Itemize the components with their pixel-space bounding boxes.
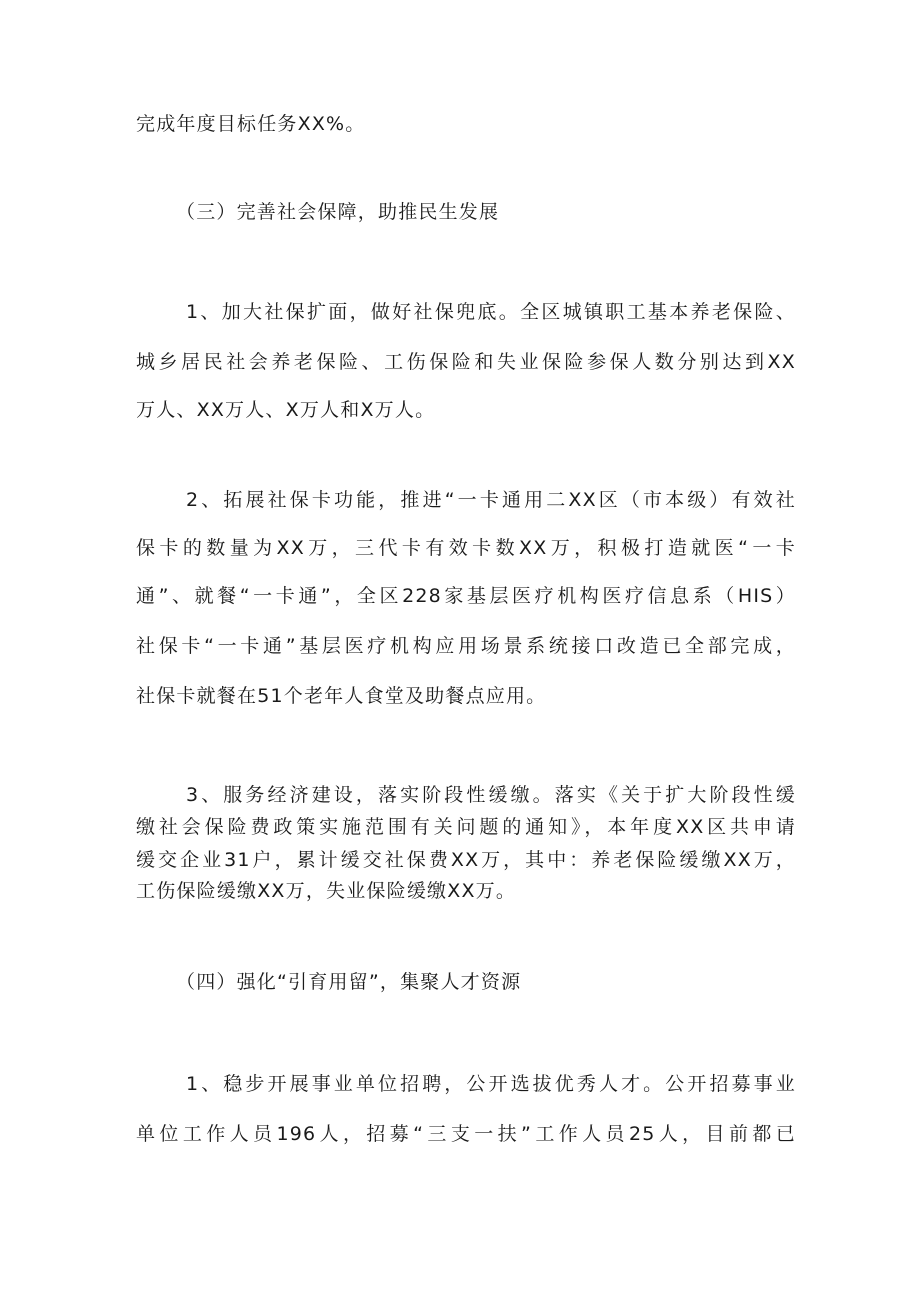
section-heading: （三）完善社会保障，助推民生发展 [176,201,500,223]
paragraph-line: 1、加大社保扩面，做好社保兜底。全区城镇职工基本养老保险、 [186,301,796,323]
paragraph-line: 社保卡“一卡通”基层医疗机构应用场景系统接口改造已全部完成， [136,635,796,657]
paragraph-line: 保卡的数量为XX万，三代卡有效卡数XX万，积极打造就医“一卡 [136,537,796,559]
paragraph-line: 3、服务经济建设，落实阶段性缓缴。落实《关于扩大阶段性缓 [186,784,796,806]
paragraph-line: 单位工作人员196人，招募“三支一扶”工作人员25人，目前都已 [136,1123,796,1145]
section-heading: （四）强化“引育用留”，集聚人才资源 [176,971,522,993]
paragraph-line: 1、稳步开展事业单位招聘，公开选拔优秀人才。公开招募事业 [186,1073,796,1095]
paragraph-line: 缴社会保险费政策实施范围有关问题的通知》，本年度XX区共申请 [136,816,796,838]
paragraph-line: 工伤保险缓缴XX万，失业保险缓缴XX万。 [136,880,517,902]
paragraph-line: 2、拓展社保卡功能，推进“一卡通用二XX区（市本级）有效社 [186,489,796,511]
paragraph-line: 完成年度目标任务XX%。 [136,113,366,135]
paragraph-line: 通”、就餐“一卡通”，全区228家基层医疗机构医疗信息系（HIS） [136,585,796,607]
paragraph-line: 万人、XX万人、X万人和X万人。 [136,399,436,421]
paragraph-line: 缓交企业31户，累计缓交社保费XX万，其中：养老保险缓缴XX万， [136,849,796,871]
paragraph-line: 城乡居民社会养老保险、工伤保险和失业保险参保人数分别达到XX [136,351,796,373]
paragraph-line: 社保卡就餐在51个老年人食堂及助餐点应用。 [136,685,547,707]
